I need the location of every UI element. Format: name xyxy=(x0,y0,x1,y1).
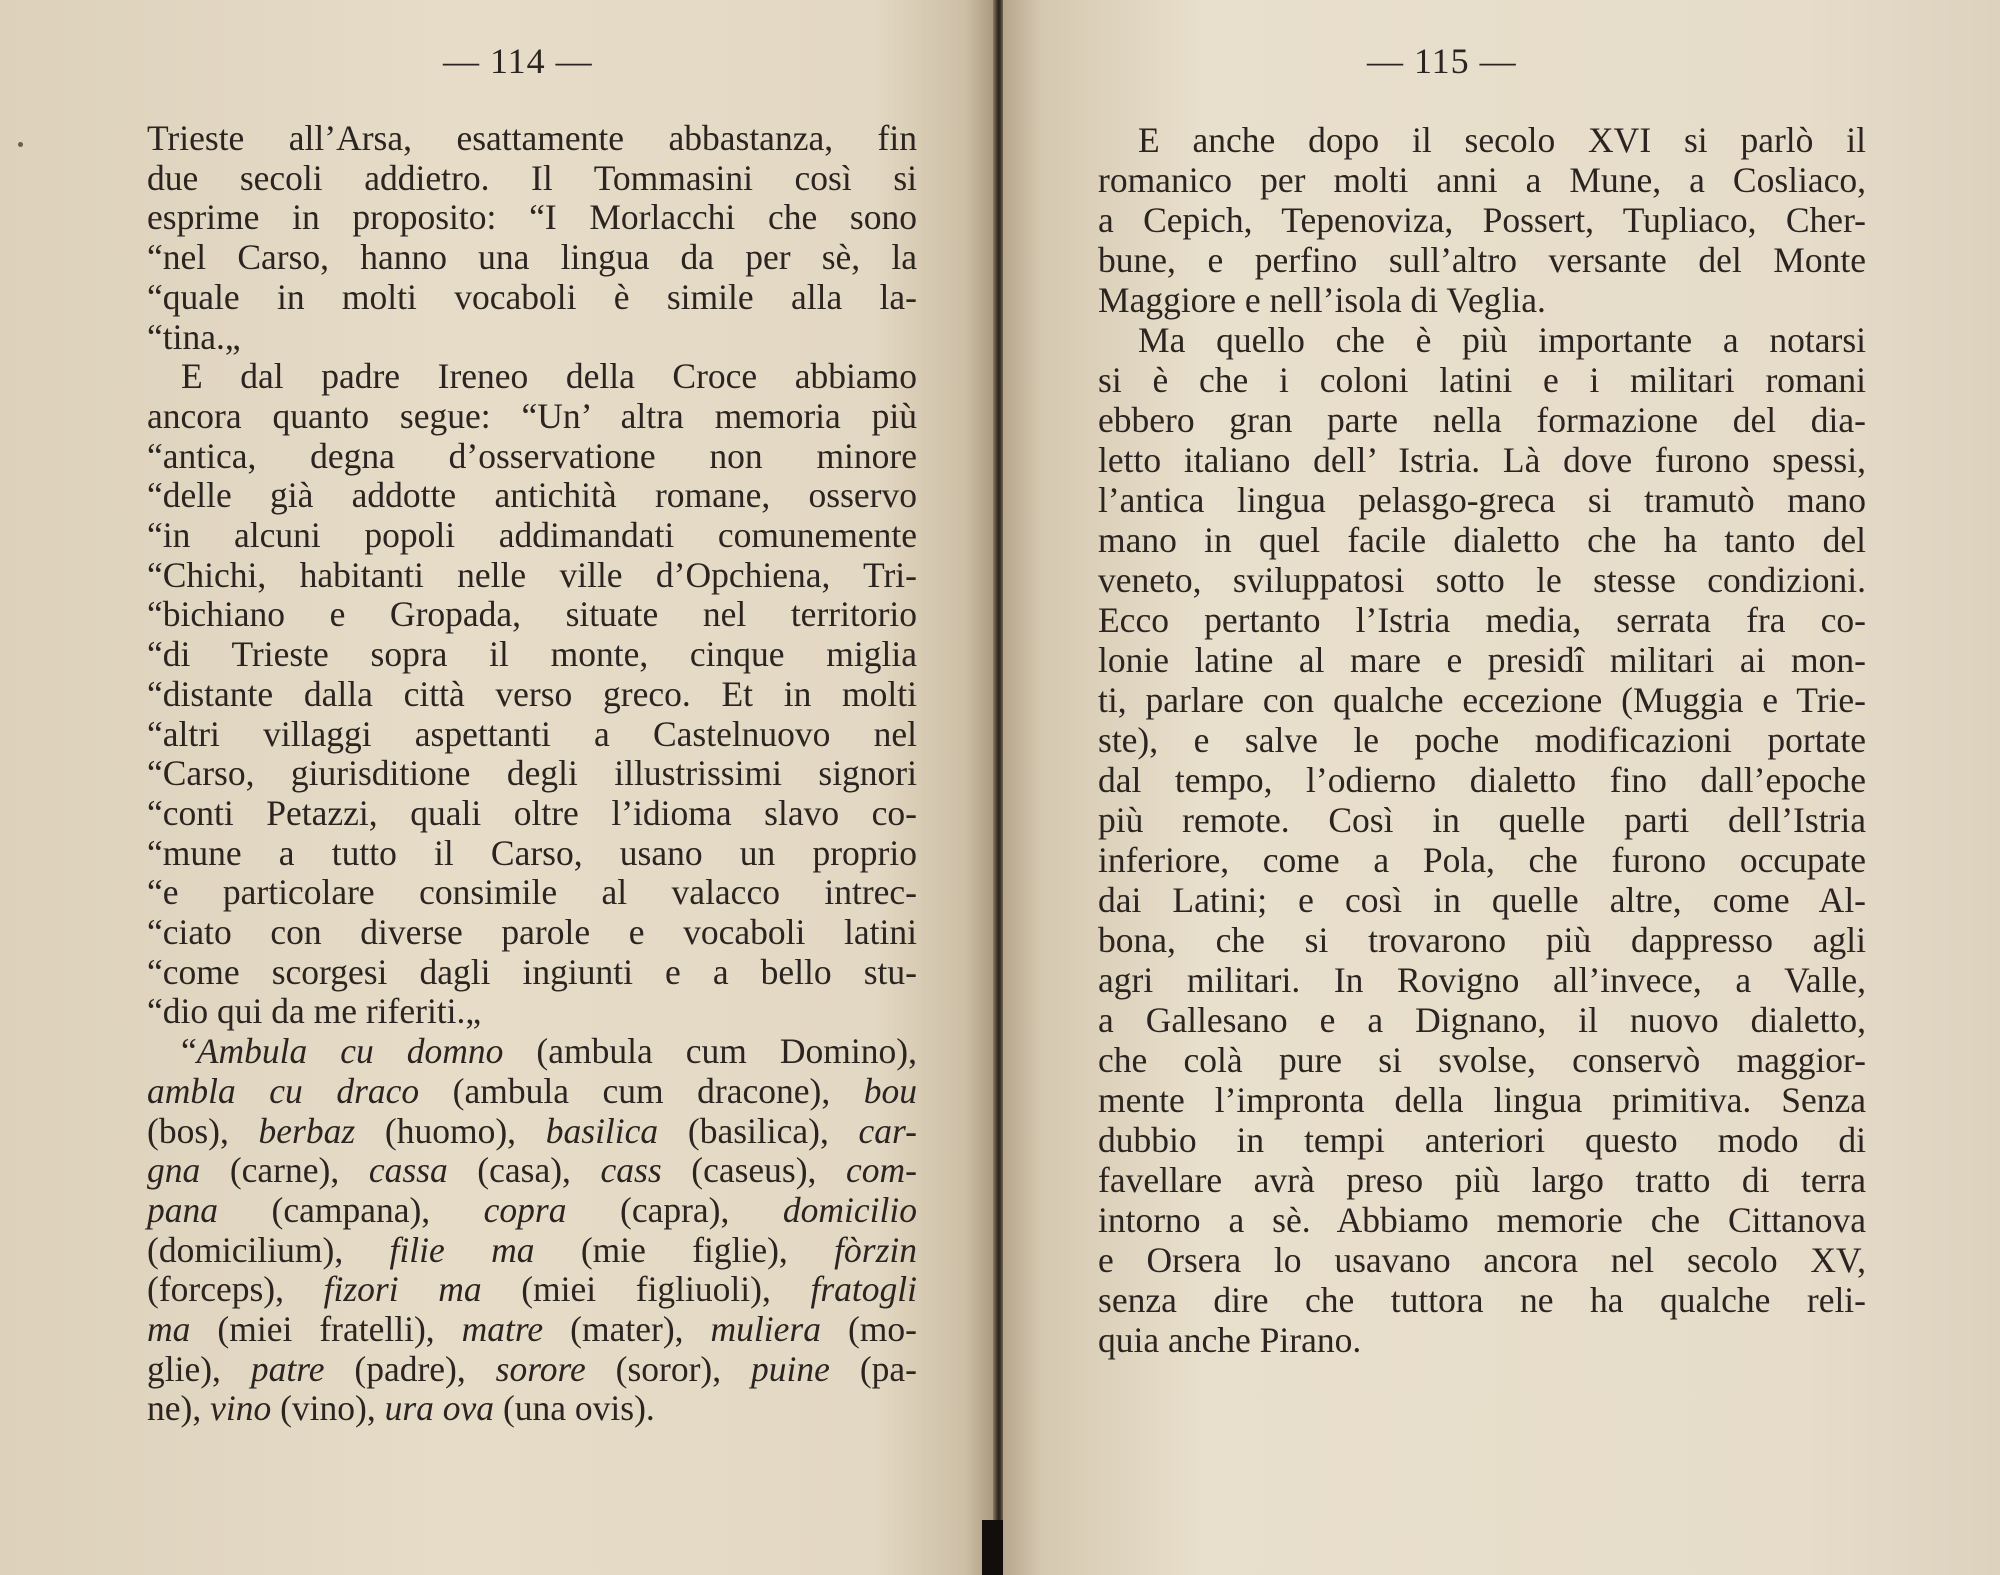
text-run: “ciato con diverse parole e vocaboli latini xyxy=(147,912,917,952)
text-line xyxy=(1098,920,1866,960)
text-line xyxy=(147,833,917,873)
text-line xyxy=(147,436,917,476)
text-run: “come scorgesi dagli ingiunti e a bello stu- xyxy=(147,951,917,992)
text-run: “distante dalla città verso greco. Et in molti xyxy=(147,673,917,714)
text-run: intorno a sè. Abbiamo memorie che Cittanova xyxy=(1098,1200,1866,1240)
text-run: romanico per molti anni a Mune, a Cosliaco, xyxy=(1098,160,1866,200)
text-run: favellare avrà preso più largo tratto di terra xyxy=(1098,1160,1866,1200)
text-line xyxy=(147,594,917,634)
text-run: E anche dopo il secolo XVI si parlò il xyxy=(1138,120,1866,160)
text-run: ste), e salve le poche modificazioni portate xyxy=(1098,720,1866,760)
page-number-right: — 115 — xyxy=(1367,41,1517,81)
text-run: quia anche Pirano. xyxy=(1098,1320,1362,1360)
text-run: “in alcuni popoli addimandati comunemente xyxy=(147,515,917,555)
text-line xyxy=(1098,1000,1866,1040)
text-line xyxy=(147,1190,917,1230)
text-run: “e particolare consimile al valacco intrec- xyxy=(147,872,917,913)
text-line xyxy=(1098,480,1866,520)
text-run: (carne), xyxy=(200,1150,369,1191)
text-line xyxy=(147,555,917,595)
text-line xyxy=(147,118,917,158)
italic-term: muliera xyxy=(710,1309,821,1349)
text-line xyxy=(147,1071,917,1111)
text-run: ancora quanto segue: “Un’ altra memoria più xyxy=(147,395,917,436)
italic-term: com- xyxy=(846,1150,917,1191)
text-run: bona, che si trovarono più dappresso agli xyxy=(1098,920,1866,960)
text-run: Ma quello che è più importante a notarsi xyxy=(1138,320,1866,360)
text-run: due secoli addietro. Il Tommasini così si xyxy=(147,157,917,198)
text-line xyxy=(147,991,917,1031)
text-line xyxy=(147,872,917,912)
text-run: (padre), xyxy=(324,1348,496,1389)
italic-term: ma xyxy=(147,1309,191,1349)
text-line xyxy=(1098,520,1866,560)
text-line xyxy=(147,793,917,833)
text-run: l’antica lingua pelasgo-greca si tramutò mano xyxy=(1098,480,1866,520)
text-run: (mo- xyxy=(820,1309,917,1349)
ink-speck xyxy=(18,142,23,147)
text-run: ebbero gran parte nella formazione del dia- xyxy=(1098,400,1866,440)
italic-term: bou xyxy=(863,1070,917,1111)
text-run: (forceps), xyxy=(147,1269,324,1310)
text-run: Ecco pertanto l’Istria media, serrata fra co- xyxy=(1098,600,1866,640)
italic-term: matre xyxy=(461,1309,544,1349)
text-run: veneto, sviluppatosi sotto le stesse condizioni. xyxy=(1098,560,1866,600)
text-line xyxy=(1098,1280,1866,1320)
text-line xyxy=(147,277,917,317)
text-line xyxy=(147,1150,917,1190)
text-run: dubbio in tempi anteriori questo modo di xyxy=(1098,1120,1866,1160)
text-line xyxy=(181,1031,917,1071)
italic-term: copra xyxy=(483,1189,567,1230)
text-line xyxy=(1098,840,1866,880)
italic-term: fizori ma xyxy=(323,1269,482,1310)
text-run: esprime in proposito: “I Morlacchi che sono xyxy=(147,197,917,238)
italic-term: berbaz xyxy=(258,1110,356,1151)
text-run: inferiore, come a Pola, che furono occupate xyxy=(1098,840,1866,880)
text-run: (mie figlie), xyxy=(534,1229,835,1270)
text-run: (casa), xyxy=(447,1150,601,1191)
text-run: “ xyxy=(181,1031,197,1072)
italic-term: fratogli xyxy=(810,1269,917,1310)
text-line xyxy=(147,1111,917,1151)
text-run: (bos), xyxy=(147,1110,259,1151)
text-run: (campana), xyxy=(218,1189,484,1230)
italic-term: ura ova xyxy=(384,1388,495,1429)
text-line xyxy=(1098,440,1866,480)
text-line xyxy=(1098,1240,1866,1280)
italic-term: basilica xyxy=(545,1110,659,1151)
text-run: letto italiano dell’ Istria. Là dove furono spessi, xyxy=(1098,440,1866,480)
right-page xyxy=(1003,0,2000,1575)
text-run: lonie latine al mare e presidî militari ai mon- xyxy=(1098,640,1866,680)
text-run: più remote. Così in quelle parti dell’Istria xyxy=(1098,800,1866,840)
text-run: “antica, degna d’osservatione non minore xyxy=(147,435,917,476)
text-run: mano in quel facile dialetto che ha tanto del xyxy=(1098,520,1866,560)
text-line xyxy=(1098,880,1866,920)
text-run: e Orsera lo usavano ancora nel secolo XV, xyxy=(1098,1240,1866,1280)
italic-term: patre xyxy=(250,1348,325,1389)
italic-term: cass xyxy=(600,1150,662,1191)
text-run: mente l’impronta della lingua primitiva. Senza xyxy=(1098,1080,1866,1120)
text-line xyxy=(181,356,917,396)
text-line xyxy=(1098,160,1866,200)
italic-term: domicilio xyxy=(782,1189,917,1230)
text-run: (soror), xyxy=(585,1348,752,1389)
text-run: Maggiore e nell’isola di Veglia. xyxy=(1098,280,1546,320)
text-line xyxy=(1098,1160,1866,1200)
text-line xyxy=(147,1388,917,1428)
text-line xyxy=(147,396,917,436)
italic-term: filie ma xyxy=(389,1229,535,1270)
text-run: “tina.„ xyxy=(147,316,241,357)
text-line xyxy=(1098,1320,1866,1360)
text-line xyxy=(147,674,917,714)
text-run: (miei fratelli), xyxy=(190,1309,462,1349)
text-line xyxy=(1098,200,1866,240)
text-run: “Carso, giurisditione degli illustrissimi signori xyxy=(147,753,917,794)
text-run: che colà pure si svolse, conservò maggior- xyxy=(1098,1040,1866,1080)
text-line xyxy=(1098,640,1866,680)
text-run: (ambula cum Domino), xyxy=(503,1031,917,1072)
text-line xyxy=(1098,280,1866,320)
text-line xyxy=(147,237,917,277)
text-run: “bichiano e Gropada, situate nel territorio xyxy=(147,594,917,635)
text-run: (miei figliuoli), xyxy=(481,1269,811,1310)
text-line xyxy=(147,515,917,555)
text-run: (mater), xyxy=(543,1309,711,1349)
italic-term: puine xyxy=(751,1348,830,1389)
text-run: (pa- xyxy=(829,1348,917,1389)
text-run: “altri villaggi aspettanti a Castelnuovo nel xyxy=(147,713,917,754)
text-run: “dio qui da me riferiti.„ xyxy=(147,991,482,1032)
text-line xyxy=(147,912,917,952)
text-run: “quale in molti vocaboli è simile alla la- xyxy=(147,276,917,317)
italic-term: vino xyxy=(210,1388,272,1429)
text-run: (caseus), xyxy=(661,1150,847,1191)
text-line xyxy=(147,158,917,198)
text-line xyxy=(1098,680,1866,720)
text-run: (vino), xyxy=(271,1388,385,1429)
text-line xyxy=(147,952,917,992)
text-run: senza dire che tuttora ne ha qualche reli- xyxy=(1098,1280,1866,1320)
text-line xyxy=(147,1349,917,1389)
text-line xyxy=(147,475,917,515)
text-run: (ambula cum dracone), xyxy=(419,1070,864,1111)
text-run: a Gallesano e a Dignano, il nuovo dialetto, xyxy=(1098,1000,1866,1040)
text-run: glie), xyxy=(147,1348,251,1389)
text-line xyxy=(1098,720,1866,760)
text-line xyxy=(147,714,917,754)
left-page xyxy=(0,0,995,1575)
text-line xyxy=(147,1230,917,1270)
text-line xyxy=(1098,360,1866,400)
text-run: “mune a tutto il Carso, usano un proprio xyxy=(147,832,917,873)
text-line xyxy=(147,1309,917,1349)
text-line xyxy=(1098,800,1866,840)
italic-term: car- xyxy=(858,1110,917,1151)
text-run: a Cepich, Tepenoviza, Possert, Tupliaco, Cher- xyxy=(1098,200,1866,240)
italic-term: ambla cu draco xyxy=(147,1070,420,1111)
italic-term: cassa xyxy=(368,1150,448,1191)
text-line xyxy=(1138,120,1866,160)
text-line xyxy=(1098,1200,1866,1240)
text-run: agri militari. In Rovigno all’invece, a Valle, xyxy=(1098,960,1866,1000)
text-line xyxy=(1098,1080,1866,1120)
text-run: (basilica), xyxy=(658,1110,859,1151)
text-line xyxy=(1098,560,1866,600)
text-run: “conti Petazzi, quali oltre l’idioma slavo co- xyxy=(147,792,917,833)
text-run: Trieste all’Arsa, esattamente abbastanza, fin xyxy=(147,118,917,158)
text-run: (domicilium), xyxy=(147,1229,390,1270)
text-line xyxy=(1098,600,1866,640)
text-run: ne), xyxy=(147,1388,211,1429)
italic-term: sorore xyxy=(495,1348,586,1389)
text-line xyxy=(1098,240,1866,280)
text-run: ti, parlare con qualche eccezione (Muggia e Trie- xyxy=(1098,680,1866,720)
text-run: “nel Carso, hanno una lingua da per sè, la xyxy=(147,237,917,278)
text-run: (huomo), xyxy=(355,1110,546,1151)
text-line xyxy=(1138,320,1866,360)
text-line xyxy=(147,753,917,793)
text-run: dai Latini; e così in quelle altre, come Al- xyxy=(1098,880,1866,920)
text-run: “Chichi, habitanti nelle ville d’Opchiena, Tri- xyxy=(147,554,917,595)
text-line xyxy=(147,634,917,674)
text-run: “di Trieste sopra il monte, cinque miglia xyxy=(147,634,917,675)
text-run: “delle già addotte antichità romane, osservo xyxy=(147,475,917,516)
italic-term: pana xyxy=(147,1189,218,1230)
text-line xyxy=(147,317,917,357)
text-line xyxy=(1098,960,1866,1000)
text-line xyxy=(1098,760,1866,800)
text-run: si è che i coloni latini e i militari romani xyxy=(1098,360,1866,400)
text-line xyxy=(147,1269,917,1309)
text-line xyxy=(1098,1120,1866,1160)
text-line xyxy=(147,197,917,237)
text-line xyxy=(1098,1040,1866,1080)
text-run: (una ovis). xyxy=(494,1388,655,1429)
text-run: (capra), xyxy=(566,1189,783,1230)
italic-term: gna xyxy=(147,1150,201,1191)
text-run: bune, e perfino sull’altro versante del Monte xyxy=(1098,240,1866,280)
page-number-left: — 114 — xyxy=(443,41,593,81)
text-line xyxy=(1098,400,1866,440)
italic-term: Ambula cu domno xyxy=(196,1031,504,1072)
italic-term: fòrzin xyxy=(834,1229,917,1270)
text-run: dal tempo, l’odierno dialetto fino dall’epoche xyxy=(1098,760,1866,800)
text-run: E dal padre Ireneo della Croce abbiamo xyxy=(181,356,917,397)
